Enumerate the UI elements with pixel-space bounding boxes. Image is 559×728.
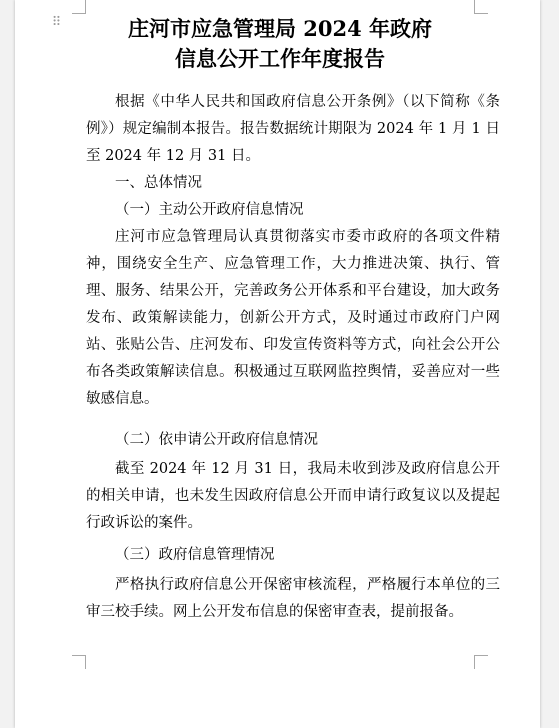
subsection-heading-application-disclosure: （二）依申请公开政府信息情况 bbox=[115, 432, 318, 448]
section-heading-overview: 一、总体情况 bbox=[115, 175, 202, 191]
document-title-line2: 信息公开工作年度报告 bbox=[175, 46, 385, 71]
drag-handle-icon[interactable]: ⠿ bbox=[51, 15, 61, 30]
document-title-line1: 庄河市应急管理局 2024 年政府 bbox=[127, 16, 433, 41]
subsection-heading-active-disclosure: （一）主动公开政府信息情况 bbox=[115, 202, 304, 218]
crop-mark-bottom-right bbox=[474, 655, 488, 669]
crop-mark-top-right bbox=[474, 0, 488, 14]
intro-paragraph: 根据《中华人民共和国政府信息公开条例》（以下简称《条例》）规定编制本报告。报告数据统计期限为 2024 年 1 月 1 日至 2024 年 12 月 31 日。 bbox=[86, 94, 500, 164]
subsection-heading-information-management: （三）政府信息管理情况 bbox=[115, 547, 275, 563]
crop-mark-bottom-left bbox=[72, 655, 86, 669]
crop-mark-top-left bbox=[72, 0, 86, 14]
active-disclosure-paragraph: 庄河市应急管理局认真贯彻落实市委市政府的各项文件精神，围绕安全生产、应急管理工作，大力推进决策、执行、管理、服务、结果公开，完善政务公开体系和平台建设，加大政务发布、政策解读能力，创新公开方式，及时通过市政府门户网站、张贴公告、庄河发布、印发宣传资料等方式，向社会公开公布各类政策解读信息。积极通过互联网监控舆情，妥善应对一些敏感信息。 bbox=[86, 229, 500, 407]
application-disclosure-paragraph: 截至 2024 年 12 月 31 日，我局未收到涉及政府信息公开的相关申请，也未发生因政府信息公开而申请行政复议以及提起行政诉讼的案件。 bbox=[86, 461, 500, 531]
information-management-paragraph: 严格执行政府信息公开保密审核流程，严格履行本单位的三审三校手续。网上公开发布信息的保密审查表，提前报备。 bbox=[86, 577, 500, 620]
